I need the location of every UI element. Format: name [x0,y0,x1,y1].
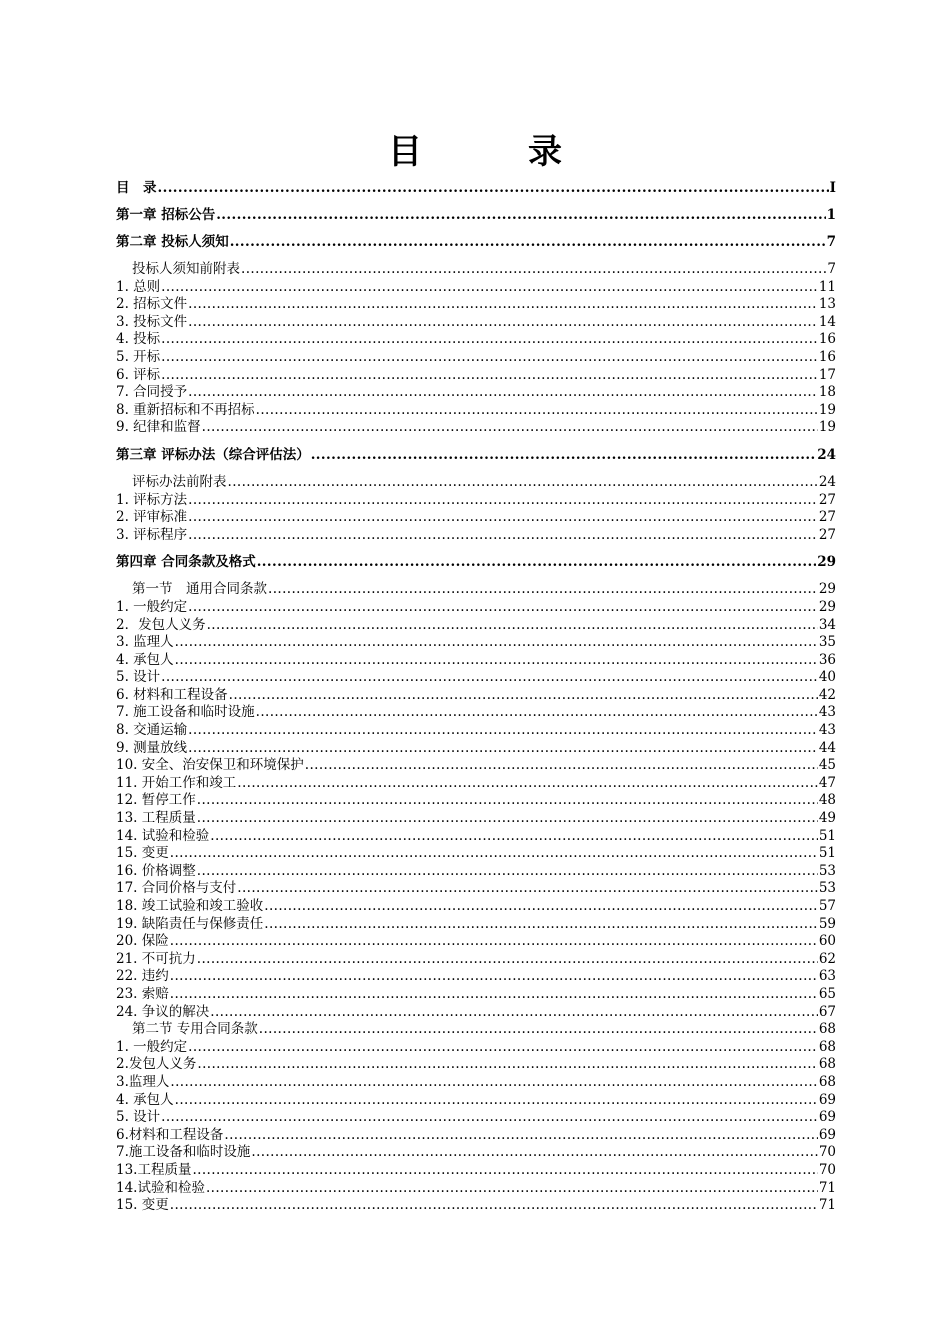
toc-page-number: 70 [818,1144,836,1161]
dot-leader [207,617,818,635]
toc-page-number: 27 [818,509,836,526]
dot-leader [256,402,818,420]
dot-leader [188,314,818,332]
toc-entry-label: 1. 一般约定 [116,598,188,615]
toc-page-number: 53 [818,862,836,879]
toc-page-number: 19 [818,401,836,418]
toc-page-number: 24 [817,446,836,463]
toc-entry-label: 23. 索赔 [116,985,169,1002]
toc-page-number: 63 [818,968,836,985]
toc-section-entry[interactable] [116,474,836,492]
toc-page-number: 45 [818,757,836,774]
toc-entry-label: 16. 价格调整 [116,862,196,879]
toc-page-number: 42 [818,686,836,703]
toc-section-entry[interactable] [116,933,836,951]
dot-leader [256,704,818,722]
toc-section-entry[interactable] [116,634,836,652]
toc-page-number: 69 [818,1091,836,1108]
toc-page-number: 69 [818,1126,836,1143]
toc-entry-label: 24. 争议的解决 [116,1003,210,1020]
toc-entry-label: 20. 保险 [116,933,169,950]
toc-page-number: 36 [818,651,836,668]
toc-page-number: 70 [818,1161,836,1178]
toc-entry-label: 4. 承包人 [116,651,174,668]
toc-page-number: 60 [818,933,836,950]
dot-leader [170,933,818,951]
toc-entry-label: 2.发包人义务 [116,1056,197,1073]
dot-leader [305,757,818,775]
toc-section-entry[interactable] [116,951,836,969]
toc-entry-label: 3. 监理人 [116,634,174,651]
toc-entry-label: 1. 评标方法 [116,491,188,508]
dot-leader [188,599,818,617]
toc-section-entry[interactable] [116,1056,836,1074]
toc-entry-label: 5. 设计 [116,1109,161,1126]
toc-entry-label: 7.施工设备和临时设施 [116,1144,251,1161]
dot-leader [224,1127,817,1145]
dot-leader [197,951,818,969]
toc-section-entry[interactable] [116,722,836,740]
toc-section-entry[interactable] [116,775,836,793]
toc-entry-label: 1. 总则 [116,278,161,295]
toc-entry-label: 第二章 投标人须知 [116,234,229,250]
toc-section-entry[interactable] [116,509,836,527]
toc-section-entry[interactable] [116,1180,836,1198]
toc-page-number: 71 [818,1179,836,1196]
toc-entry-label: 10. 安全、治安保卫和环境保护 [116,757,304,774]
dot-leader [202,419,818,437]
toc-entry-label: 6. 评标 [116,366,161,383]
toc-section-entry[interactable] [116,1021,836,1039]
toc-section-entry[interactable] [116,828,836,846]
toc-section-entry[interactable] [116,1144,836,1162]
toc-page-number: 13 [818,296,836,313]
dot-leader [170,1074,817,1092]
toc-entry-label: 21. 不可抗力 [116,950,196,967]
toc-entry-label: 1. 一般约定 [116,1038,188,1055]
toc-entry-label: 5. 开标 [116,348,161,365]
dot-leader [210,1004,818,1022]
toc-page-number: 47 [818,774,836,791]
dot-leader [170,1197,818,1215]
toc-section-entry[interactable] [116,367,836,385]
dot-leader [197,863,818,881]
dot-leader [161,331,818,349]
toc-entry-label: 19. 缺陷责任与保修责任 [116,915,264,932]
toc-section-entry[interactable] [116,599,836,617]
toc-page-number: 7 [827,261,836,277]
toc-entry-label: 14.试验和检验 [116,1179,205,1196]
toc-entry-label: 3. 评标程序 [116,526,188,543]
toc-section-entry[interactable] [116,916,836,934]
toc-entry-label: 14. 试验和检验 [116,827,210,844]
dot-leader [264,898,818,916]
dot-leader [170,968,818,986]
toc-entry-label: 2．发包人义务 [116,616,206,633]
toc-page-number: 65 [818,985,836,1002]
toc-entry-label: 13.工程质量 [116,1161,192,1178]
toc-section-entry[interactable] [116,617,836,635]
toc-page-number: 19 [818,419,836,436]
dot-leader [188,740,818,758]
dot-leader [188,492,818,510]
dot-leader [170,986,818,1004]
toc-section-entry[interactable] [116,704,836,722]
toc-chapter-entry[interactable] [116,180,836,197]
toc-section-entry[interactable] [116,898,836,916]
dot-leader [206,1180,818,1198]
dot-leader [170,845,818,863]
toc-page-number: 29 [817,554,836,571]
toc-page-number: I [829,180,836,196]
toc-page-number: 62 [818,950,836,967]
dot-leader [311,447,817,464]
toc-entry-label: 13. 工程质量 [116,810,196,827]
toc-chapter-entry[interactable] [116,207,836,224]
toc-section-entry[interactable] [116,1039,836,1057]
dot-leader [210,828,818,846]
table-of-contents [116,180,836,1215]
toc-entry-label: 15. 变更 [116,1197,169,1214]
toc-entry-label: 投标人须知前附表 [132,261,240,277]
dot-leader [241,261,826,279]
dot-leader [216,207,825,224]
toc-page-number: 44 [818,739,836,756]
toc-section-entry[interactable] [116,314,836,332]
toc-section-entry[interactable] [116,527,836,545]
toc-page-number: 24 [818,473,836,490]
toc-page-number: 68 [818,1038,836,1055]
toc-page-number: 53 [818,880,836,897]
dot-leader [257,554,817,571]
dot-leader [197,792,818,810]
toc-page-number: 51 [818,827,836,844]
toc-page-number: 51 [818,845,836,862]
toc-entry-label: 12. 暂停工作 [116,792,196,809]
dot-leader [259,1021,818,1039]
toc-page-number: 7 [826,234,836,250]
toc-entry-label: 3.监理人 [116,1073,170,1090]
toc-entry-label: 第三章 评标办法（综合评估法） [116,446,310,463]
toc-entry-label: 3. 投标文件 [116,313,188,330]
dot-leader [237,880,818,898]
toc-page-number: 27 [818,491,836,508]
toc-section-entry[interactable] [116,402,836,420]
dot-leader [230,234,826,251]
toc-entry-label: 7. 合同授予 [116,384,188,401]
toc-page-number: 49 [818,810,836,827]
toc-entry-label: 2. 招标文件 [116,296,188,313]
toc-section-entry[interactable] [116,1004,836,1022]
toc-chapter-entry[interactable] [116,447,836,464]
toc-section-entry[interactable] [116,880,836,898]
toc-entry-label: 17. 合同价格与支付 [116,880,237,897]
toc-chapter-entry[interactable] [116,554,836,571]
dot-leader [197,1056,817,1074]
toc-page-number: 68 [818,1021,836,1038]
toc-entry-label: 9. 纪律和监督 [116,419,201,436]
toc-entry-label: 11. 开始工作和竣工 [116,774,237,791]
dot-leader [192,1162,817,1180]
toc-page-number: 59 [818,915,836,932]
toc-page-number: 71 [818,1197,836,1214]
toc-section-entry[interactable] [116,792,836,810]
toc-page-number: 43 [818,704,836,721]
toc-entry-label: 15. 变更 [116,845,169,862]
toc-page-number: 68 [818,1073,836,1090]
toc-section-entry[interactable] [116,349,836,367]
dot-leader [264,916,818,934]
toc-entry-label: 第一节 通用合同条款 [132,581,267,598]
toc-section-entry[interactable] [116,863,836,881]
dot-leader [161,279,818,297]
dot-leader [188,384,818,402]
dot-leader [188,527,818,545]
dot-leader [197,810,818,828]
dot-leader [237,775,818,793]
toc-section-entry[interactable] [116,1197,836,1215]
toc-section-entry[interactable] [116,419,836,437]
dot-leader [268,581,818,599]
toc-entry-label: 2. 评审标准 [116,509,188,526]
toc-section-entry[interactable] [116,757,836,775]
toc-entry-label: 9. 测量放线 [116,739,188,756]
toc-entry-label: 第二节 专用合同条款 [132,1021,258,1038]
toc-section-entry[interactable] [116,384,836,402]
toc-section-entry[interactable] [116,740,836,758]
dot-leader [175,652,818,670]
toc-page-number: 69 [818,1109,836,1126]
dot-leader [229,687,818,705]
toc-section-entry[interactable] [116,669,836,687]
dot-leader [161,349,818,367]
dot-leader [188,296,818,314]
toc-page-number: 43 [818,722,836,739]
dot-leader [228,474,818,492]
toc-section-entry[interactable] [116,331,836,349]
toc-page-number: 40 [818,669,836,686]
toc-page-number: 29 [818,598,836,615]
dot-leader [188,509,818,527]
toc-entry-label: 5. 设计 [116,669,161,686]
toc-section-entry[interactable] [116,986,836,1004]
dot-leader [161,669,818,687]
dot-leader [188,722,818,740]
toc-entry-label: 评标办法前附表 [132,473,227,490]
toc-section-entry[interactable] [116,1162,836,1180]
toc-page-number: 11 [818,278,836,295]
toc-page-number: 16 [818,331,836,348]
toc-page-number: 29 [818,581,836,598]
toc-entry-label: 8. 重新招标和不再招标 [116,401,255,418]
toc-page-number: 16 [818,348,836,365]
toc-entry-label: 4. 投标 [116,331,161,348]
toc-page-number: 48 [818,792,836,809]
toc-entry-label: 6.材料和工程设备 [116,1126,224,1143]
toc-section-entry[interactable] [116,296,836,314]
toc-section-entry[interactable] [116,492,836,510]
toc-section-entry[interactable] [116,968,836,986]
toc-section-entry[interactable] [116,1109,836,1127]
toc-section-entry[interactable] [116,581,836,599]
toc-section-entry[interactable] [116,810,836,828]
toc-entry-label: 目 录 [116,180,157,196]
toc-page-number: 17 [818,366,836,383]
dot-leader [175,1092,818,1110]
toc-entry-label: 8. 交通运输 [116,722,188,739]
toc-entry-label: 7. 施工设备和临时设施 [116,704,255,721]
toc-chapter-entry[interactable] [116,234,836,251]
dot-leader [161,367,818,385]
toc-section-entry[interactable] [116,261,836,279]
page-title: 目 录 [388,132,598,172]
toc-section-entry[interactable] [116,1074,836,1092]
toc-entry-label: 4. 承包人 [116,1091,174,1108]
dot-leader [161,1109,818,1127]
toc-page-number: 1 [826,207,836,223]
toc-page-number: 35 [818,634,836,651]
toc-entry-label: 第四章 合同条款及格式 [116,554,256,571]
toc-section-entry[interactable] [116,1127,836,1145]
toc-page-number: 67 [818,1003,836,1020]
dot-leader [188,1039,818,1057]
toc-section-entry[interactable] [116,1092,836,1110]
toc-section-entry[interactable] [116,652,836,670]
toc-page-number: 27 [818,526,836,543]
toc-section-entry[interactable] [116,845,836,863]
toc-entry-label: 6. 材料和工程设备 [116,686,228,703]
toc-page-number: 68 [818,1056,836,1073]
toc-page-number: 34 [818,616,836,633]
dot-leader [158,180,829,197]
toc-entry-label: 第一章 招标公告 [116,207,216,223]
toc-page-number: 14 [818,313,836,330]
toc-section-entry[interactable] [116,279,836,297]
toc-entry-label: 18. 竣工试验和竣工验收 [116,898,264,914]
dot-leader [175,634,818,652]
toc-section-entry[interactable] [116,687,836,705]
toc-entry-label: 22. 违约 [116,968,169,985]
dot-leader [251,1144,817,1162]
toc-page-number: 57 [818,898,836,914]
toc-page-number: 18 [818,384,836,401]
